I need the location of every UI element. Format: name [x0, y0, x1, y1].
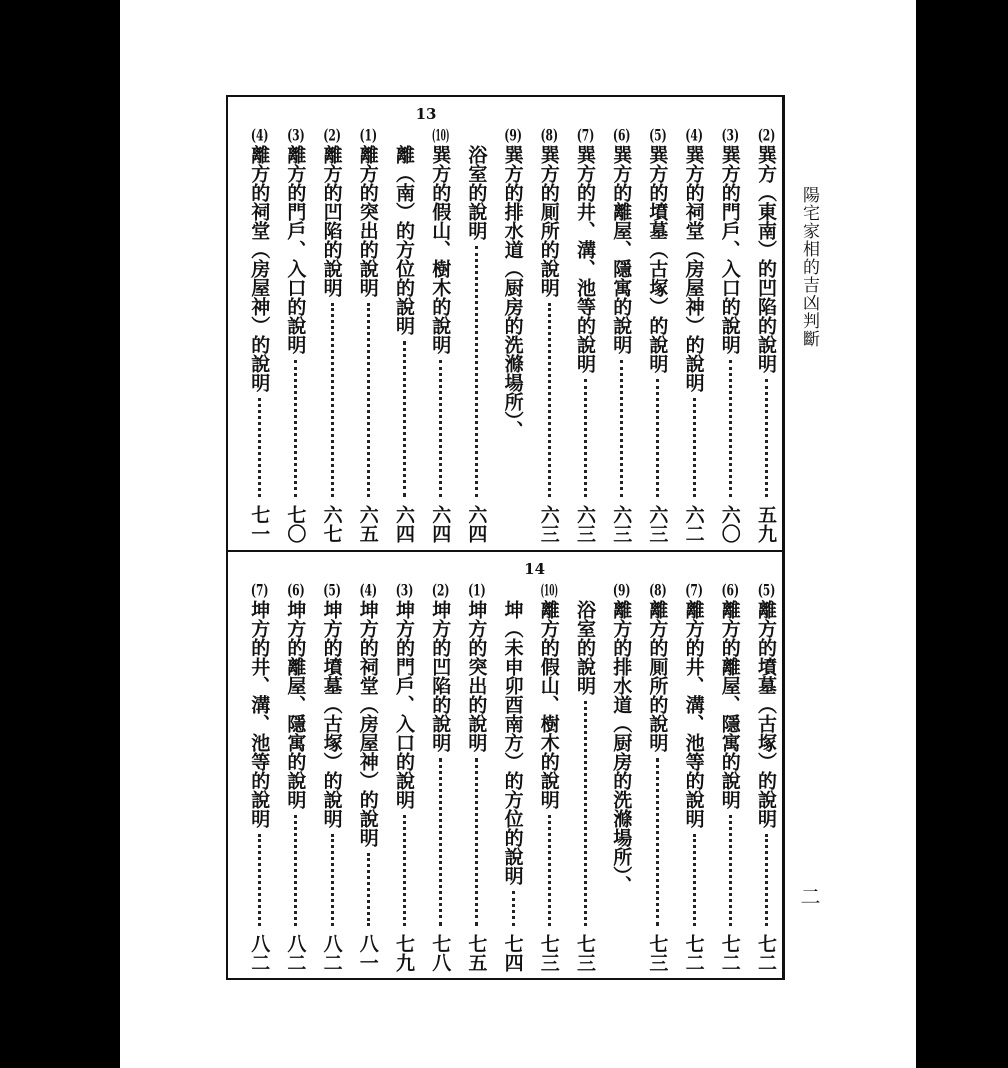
leader-dots: [584, 379, 587, 497]
entry-title: 離方的墳墓（古塚）的說明: [755, 600, 777, 828]
leader-dots: [765, 834, 768, 926]
entry-number: (5): [323, 582, 341, 598]
toc-entry: [320, 127, 344, 543]
leader-dots: [548, 815, 551, 926]
entry-title: 離方的祠堂（房屋神）的說明: [248, 145, 271, 392]
leader-dots: [331, 834, 334, 926]
entry-title: 離方的假山、樹木的說明: [537, 600, 560, 809]
entry-page: 八一: [356, 934, 379, 972]
toc-entry: [320, 582, 344, 972]
leader-dots: [693, 398, 696, 497]
entry-number: (3): [721, 127, 740, 143]
running-title: 陽宅家相的吉凶判斷: [799, 186, 819, 348]
toc-entry: [573, 582, 597, 972]
entry-number: (5): [757, 582, 776, 598]
leader-dots: [512, 891, 515, 926]
entry-page: 七三: [646, 934, 669, 972]
toc-frame: [226, 95, 785, 980]
leader-dots: [765, 379, 768, 497]
toc-entry: [645, 582, 669, 972]
leader-dots: [331, 303, 334, 497]
toc-entry: [464, 127, 488, 543]
entry-title: 巽方（東南）的凹陷的說明: [755, 145, 777, 373]
leader-dots: [548, 303, 551, 497]
entry-title: 浴室的說明: [465, 145, 488, 240]
entry-title: 巽方的假山、樹木的說明: [429, 145, 452, 354]
toc-entry: [718, 582, 742, 972]
entry-page: 八二: [248, 934, 271, 972]
entry-title: 離（南）的方位的說明: [393, 145, 415, 335]
toc-top-section: [228, 97, 782, 550]
entry-number: (6): [721, 582, 740, 598]
toc-entry: [754, 127, 778, 543]
section-number: 13: [415, 105, 437, 123]
entry-number: (2): [431, 582, 450, 598]
entry-title: 坤（未申卯酉南方）的方位的說明: [501, 600, 524, 885]
entry-title: 離方的突出的說明: [356, 145, 379, 297]
leader-dots: [475, 758, 478, 926]
entry-title: 巽方的井、溝、池等的說明: [574, 145, 596, 373]
entry-page: 七二: [755, 934, 777, 972]
leader-dots: [403, 341, 406, 497]
entry-title: 坤方的井、溝、池等的說明: [248, 600, 271, 828]
entry-title: 離方的門戶、入口的說明: [284, 145, 307, 354]
entry-page: 七二: [682, 934, 705, 972]
entry-title: 巽方的墳墓（古塚）的說明: [646, 145, 669, 373]
entry-number: (5): [649, 127, 667, 143]
entry-title: 巽方的祠堂（房屋神）的說明: [682, 145, 705, 392]
leader-dots: [656, 758, 659, 926]
entry-number: (7): [250, 582, 269, 598]
toc-entry: [609, 127, 633, 543]
entry-title: 巽方的厠所的說明: [537, 145, 560, 297]
leader-dots: [439, 360, 442, 497]
entry-title: 坤方的門戶、入口的說明: [393, 600, 415, 809]
leader-dots: [367, 303, 370, 497]
entry-number: (7): [685, 582, 703, 598]
leader-dots: [403, 815, 406, 926]
entry-page: 六四: [429, 505, 452, 543]
entry-title: 坤方的祠堂（房屋神）的說明: [356, 600, 379, 847]
entry-page: 七九: [393, 934, 415, 972]
entry-page: 七四: [501, 934, 524, 972]
leader-dots: [656, 379, 659, 497]
leader-dots: [367, 853, 370, 926]
leader-dots: [258, 398, 261, 497]
toc-entry: [682, 127, 706, 543]
entry-page: 七八: [429, 934, 452, 972]
entry-page: 七〇: [284, 505, 307, 543]
toc-entry: [247, 127, 271, 543]
toc-entry: [392, 127, 416, 543]
entry-title: 浴室的說明: [574, 600, 596, 695]
toc-entry: [283, 582, 307, 972]
entry-number: (10): [431, 127, 450, 143]
entry-page: 七五: [465, 934, 488, 972]
entry-page: 六三: [646, 505, 669, 543]
entry-title: 坤方的墳墓（古塚）的說明: [320, 600, 343, 828]
leader-dots: [439, 758, 442, 926]
entry-page: 六〇: [718, 505, 741, 543]
toc-entry: [464, 582, 488, 972]
toc-entry: [356, 582, 380, 972]
entry-page: 六四: [465, 505, 488, 543]
entry-number: (10): [540, 582, 559, 598]
entry-number: (2): [757, 127, 776, 143]
entry-page: 八二: [284, 934, 307, 972]
entry-title: 坤方的離屋、隱寓的說明: [284, 600, 307, 809]
toc-entry: [537, 582, 561, 972]
entry-title: 離方的井、溝、池等的說明: [682, 600, 705, 828]
entry-number: (3): [395, 582, 414, 598]
entry-title: 巽方的門戶、入口的說明: [718, 145, 741, 354]
toc-entry: [392, 582, 416, 972]
toc-entry: [428, 127, 452, 543]
entry-title: 離方的厠所的說明: [646, 600, 669, 752]
toc-entry: [573, 127, 597, 543]
entry-number: (1): [359, 127, 378, 143]
entry-title: 離方的排水道（厨房的洗滌場所）、: [610, 600, 633, 895]
entry-page: 六三: [610, 505, 633, 543]
entry-number: (6): [287, 582, 305, 598]
leader-dots: [258, 834, 261, 926]
toc-entry: [501, 127, 525, 543]
toc-entry: [247, 582, 271, 972]
entry-number: (6): [612, 127, 631, 143]
entry-page: 七二: [718, 934, 741, 972]
entry-number: (9): [612, 582, 631, 598]
toc-entry: [428, 582, 452, 972]
leader-dots: [294, 360, 297, 497]
toc-entry: [356, 127, 380, 543]
entry-title: 巽方的排水道（厨房的洗滌場所）、: [501, 145, 524, 440]
entry-title: 巽方的離屋、隱寓的說明: [610, 145, 633, 354]
entry-number: (8): [649, 582, 667, 598]
entry-number: (9): [504, 127, 522, 143]
toc-bottom-section: [228, 552, 782, 980]
toc-entry: [682, 582, 706, 972]
leader-dots: [729, 815, 732, 926]
entry-page: 七三: [574, 934, 596, 972]
entry-page: 六二: [682, 505, 705, 543]
entry-page: 六三: [574, 505, 596, 543]
entry-number: (3): [287, 127, 305, 143]
entry-number: (8): [540, 127, 559, 143]
entry-page: 六五: [356, 505, 379, 543]
leader-dots: [729, 360, 732, 497]
leader-dots: [584, 701, 587, 926]
entry-title: 坤方的凹陷的說明: [429, 600, 452, 752]
entry-page: 六三: [537, 505, 560, 543]
entry-page: 六七: [320, 505, 343, 543]
toc-entry: [718, 127, 742, 543]
entry-number: (1): [468, 582, 486, 598]
leader-dots: [693, 834, 696, 926]
leader-dots: [620, 360, 623, 497]
entry-number: (4): [359, 582, 378, 598]
entry-page: 五九: [755, 505, 777, 543]
toc-entry: [754, 582, 778, 972]
document-page: [120, 0, 916, 1068]
entry-number: (4): [250, 127, 269, 143]
leader-dots: [475, 246, 478, 497]
leader-dots: [294, 815, 297, 926]
entry-number: (7): [576, 127, 595, 143]
section-number: 14: [524, 560, 546, 578]
entry-title: 坤方的突出的說明: [465, 600, 488, 752]
entry-page: 七三: [537, 934, 560, 972]
page-number: 二: [797, 886, 821, 906]
entry-number: (4): [685, 127, 703, 143]
entry-title: 離方的離屋、隱寓的說明: [718, 600, 741, 809]
entry-number: (2): [323, 127, 341, 143]
entry-title: 離方的凹陷的說明: [320, 145, 343, 297]
entry-page: 七一: [248, 505, 271, 543]
toc-entry: [537, 127, 561, 543]
toc-entry: [645, 127, 669, 543]
toc-entry: [501, 582, 525, 972]
entry-page: 六四: [393, 505, 415, 543]
entry-page: 八二: [320, 934, 343, 972]
toc-entry: [609, 582, 633, 972]
toc-entry: [283, 127, 307, 543]
